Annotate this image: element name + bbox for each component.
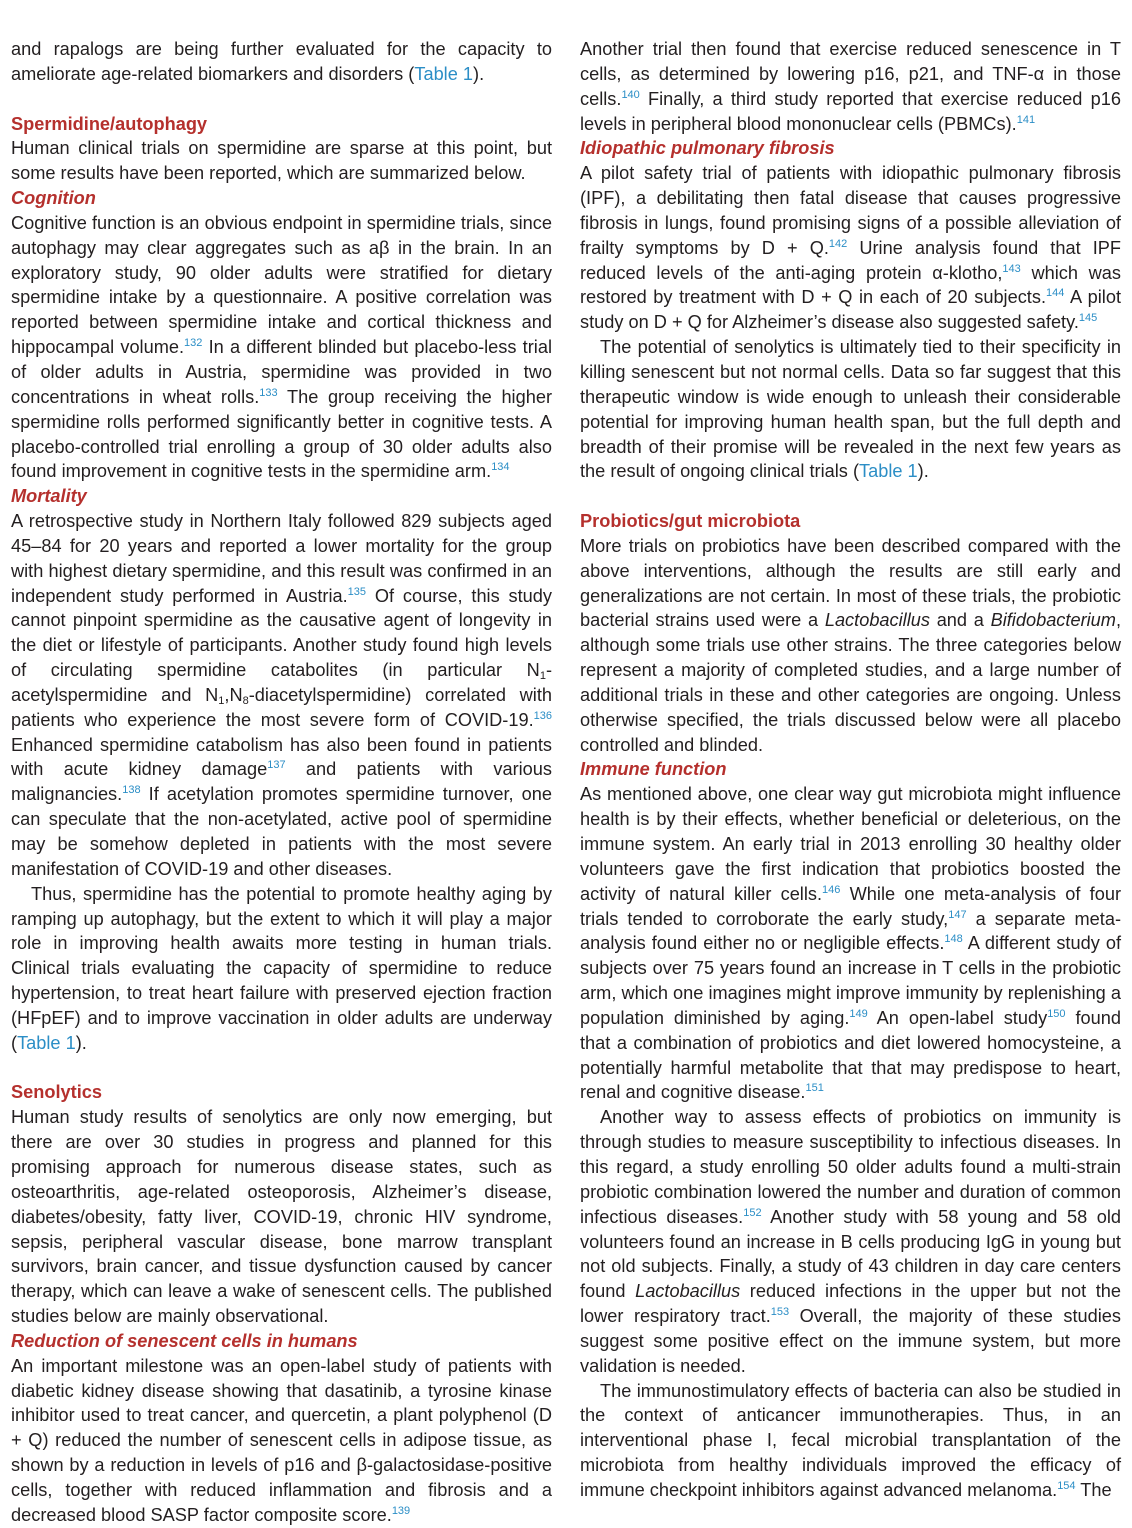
reference-link[interactable]: 134	[491, 461, 510, 474]
table-1-link[interactable]: Table 1	[17, 1032, 76, 1053]
subheading-ipf: Idiopathic pulmonary fibrosis	[580, 138, 835, 159]
paragraph: Another way to assess effects of probiotics on immunity is through studies to measure susceptibility to infectious diseases. In this regard, a study enrolling 50 older adults found a multi-strain probiotic combination lowered the number and duration of common infectious diseases.$^{152}$ Another study with 58 young and 58 old volunteers found an increase in B cells producing IgG in young but not old subjects. Finally, a study of 43 children in day care centers found Lactobacillus reduced infections in the upper but not the lower respiratory tract.$^{153}$ Overall, the majority of these studies suggest some positive effect on the immune system, but more validation is needed.	[580, 1107, 1122, 1376]
reference-link[interactable]: 151	[805, 1082, 824, 1095]
reference-link[interactable]: 137	[267, 759, 286, 772]
reference-link[interactable]: 149	[849, 1007, 868, 1020]
paragraph: Human clinical trials on spermidine are sparse at this point, but some results have been reported, which are summarized below.	[11, 138, 552, 184]
right-column	[580, 37, 1121, 1503]
reference-link[interactable]: 147	[948, 908, 967, 921]
subheading-cognition: Cognition	[11, 188, 96, 209]
reference-link[interactable]: 139	[391, 1504, 411, 1517]
paragraph: More trials on probiotics have been described compared with the above interventions, although the results are still early and generalizations are not certain. In most of these trials, the probiotic bacterial strains used were a Lactobacillus and a Bifidobacterium, although some trials use other strains. The three categories below represent a majority of completed studies, and a large number of additional trials in these and other categories are ongoing. Unless otherwise specified, the trials discussed below were all placebo controlled and blinded.	[580, 535, 1121, 755]
paragraph	[11, 37, 552, 87]
section-heading-senolytics: Senolytics	[11, 1082, 102, 1103]
paragraph: Cognitive function is an obvious endpoint in spermidine trials, since autophagy may clear aggregates such as aβ in the brain. In an exploratory study, 90 older adults were stratified for dietary spermidine intake by a questionnaire. A positive correlation was reported between spermidine intake and cortical thickness and hippocampal volume.$^{132}$ In a different blinded but placebo-less trial of older adults in Austria, spermidine was provided in two concentrations in wheat rolls.$^{133}$ The group receiving the higher spermidine rolls performed significantly better in cognitive tests. A placebo-controlled trial enrolling a group of 30 older adults also found improvement in cognitive tests in the spermidine arm.$^{134}$	[11, 212, 552, 482]
reference-link[interactable]: 152	[743, 1206, 762, 1219]
reference-link[interactable]: 150	[1047, 1007, 1066, 1020]
subheading-reduction-senescent-cells: Reduction of senescent cells in humans	[11, 1330, 358, 1351]
left-column	[11, 37, 552, 1528]
table-1-link[interactable]: Table 1	[414, 63, 474, 84]
paragraph: The potential of senolytics is ultimately tied to their specificity in killing senescent but not normal cells. Data so far suggest that this therapeutic window is wide enough to unleash their considerable potential for improving human health span, but the full depth and breadth of their promise will be revealed in the next few years as the result of ongoing clinical trials (Table 1).	[580, 337, 1121, 482]
reference-link[interactable]: 142	[828, 237, 848, 250]
reference-link[interactable]: 133	[259, 386, 278, 399]
paragraph: The immunostimulatory effects of bacteria can also be studied in the context of anticancer immunotherapies. Thus, in an interventional phase I, fecal microbial transplantation of the microbiota from healthy individuals improved the efficacy of immune checkpoint inhibitors against advanced melanoma.$^{154}$ The	[580, 1380, 1121, 1500]
reference-link[interactable]: 148	[944, 933, 963, 946]
subheading-immune-function: Immune function	[580, 759, 727, 780]
reference-link[interactable]: 153	[770, 1306, 790, 1319]
reference-link[interactable]: 145	[1078, 312, 1098, 325]
paragraph: An important milestone was an open-label study of patients with diabetic kidney disease showing that dasatinib, a tyrosine kinase inhibitor used to treat cancer, and quercetin, a plant polyphenol (D + Q) reduced the number of senescent cells in adipose tissue, as shown by a reduction in levels of p16 and β-galactosidase-positive cells, together with reduced inflammation and fibrosis and a decreased blood SASP factor composite score.$^{139}$	[11, 1355, 552, 1525]
table-1-link[interactable]: Table 1	[859, 461, 918, 482]
reference-link[interactable]: 135	[347, 585, 367, 598]
paragraph: As mentioned above, one clear way gut microbiota might influence health is by their effects, whether beneficial or deleterious, on the immune system. An early trial in 2013 enrolling 30 healthy older volunteers gave the first indication that probiotics boosted the activity of natural killer cells.$^{146}$ While one meta-analysis of four trials tended to corroborate the early study,$^{147}$ a separate meta-analysis found either no or negligible effects.$^{148}$ A different study of subjects over 75 years found an increase in T cells in the probiotic arm, which one imagines might improve immunity by replenishing a population diminished by aging.$^{149}$ An open-label study$^{150}$ found that a combination of probiotics and diet lowered homocysteine, a potentially harmful metabolite that that may predispose to heart, renal and cognitive disease.$^{151}$	[580, 784, 1122, 1103]
paragraph: Human study results of senolytics are only now emerging, but there are over 30 studies in progress and planned for this promising approach for numerous disease states, such as osteoarthritis, age-related osteoporosis, Alzheimer’s disease, diabetes/obesity, fatty liver, COVID-19, chronic HIV syndrome, sepsis, peripheral vascular disease, bone marrow transplant survivors, brain cancer, and tissue dysfunction caused by cancer therapy, which can leave a wake of senescent cells. The published studies below are mainly observational.	[11, 1107, 552, 1327]
reference-link[interactable]: 144	[1046, 287, 1065, 300]
reference-link[interactable]: 141	[1016, 113, 1036, 126]
subheading-mortality: Mortality	[11, 486, 87, 507]
reference-link[interactable]: 146	[822, 883, 841, 896]
reference-link[interactable]: 136	[533, 709, 552, 722]
section-heading-spermidine: Spermidine/autophagy	[11, 113, 208, 134]
reference-link[interactable]: 154	[1057, 1479, 1076, 1492]
reference-link[interactable]: 138	[122, 784, 141, 797]
paragraph: Another trial then found that exercise reduced senescence in T cells, as determined by lowering p16, p21, and TNF-α in those cells.$^{140}$ Finally, a third study reported that exercise reduced p16 levels in peripheral blood mononuclear cells (PBMCs).$^{141}$	[580, 39, 1121, 134]
section-heading-probiotics: Probiotics/gut microbiota	[580, 511, 801, 532]
text: and rapalogs are being further evaluated for the capacity to ameliorate age-related biomarkers and disorders (	[11, 39, 552, 84]
text: ).	[473, 63, 485, 84]
paragraph: A retrospective study in Northern Italy followed 829 subjects aged 45–84 for 20 years and reported a lower mortality for the group with highest dietary spermidine, and this result was confirmed in an independent study performed in Austria.$^{135}$ Of course, this study cannot pinpoint spermidine as the causative agent of longevity in the diet or lifestyle of participants. Another study found high levels of circulating spermidine catabolites (in particular $N_1$-acetylspermidine and $N_1,N_8-diacetylspermidine$) correlated with patients who experience the most severe form of COVID-19.$^{136}$ Enhanced spermidine catabolism has also been found in patients with acute kidney damage$^{137}$ and patients with various malignancies.$^{138}$ If acetylation promotes spermidine turnover, one can speculate that the non-acetylated, active pool of spermidine may be somehow depleted in patients with the most severe manifestation of COVID-19 and other diseases.	[11, 511, 553, 879]
paragraph: Thus, spermidine has the potential to promote healthy aging by ramping up autophagy, but the extent to which it will play a major role in improving health awaits more testing in human trials. Clinical trials evaluating the capacity of spermidine to reduce hypertension, to treat heart failure with preserved ejection fraction (HFpEF) and to improve vaccination in older adults are underway (Table 1).	[11, 883, 552, 1053]
paragraph: A pilot safety trial of patients with idiopathic pulmonary fibrosis (IPF), a debilitating then fatal disease that causes progressive fibrosis in lungs, found promising signs of a possible alleviation of frailty symptoms by D + Q.$^{142}$ Urine analysis found that IPF reduced levels of the anti-aging protein α-klotho,$^{143}$ which was restored by treatment with D + Q in each of 20 subjects.$^{144}$ A pilot study on D + Q for Alzheimer’s disease also suggested safety.$^{145}$	[580, 163, 1121, 333]
reference-link[interactable]: 140	[621, 88, 640, 101]
reference-link[interactable]: 132	[184, 337, 203, 350]
reference-link[interactable]: 143	[1002, 262, 1021, 275]
